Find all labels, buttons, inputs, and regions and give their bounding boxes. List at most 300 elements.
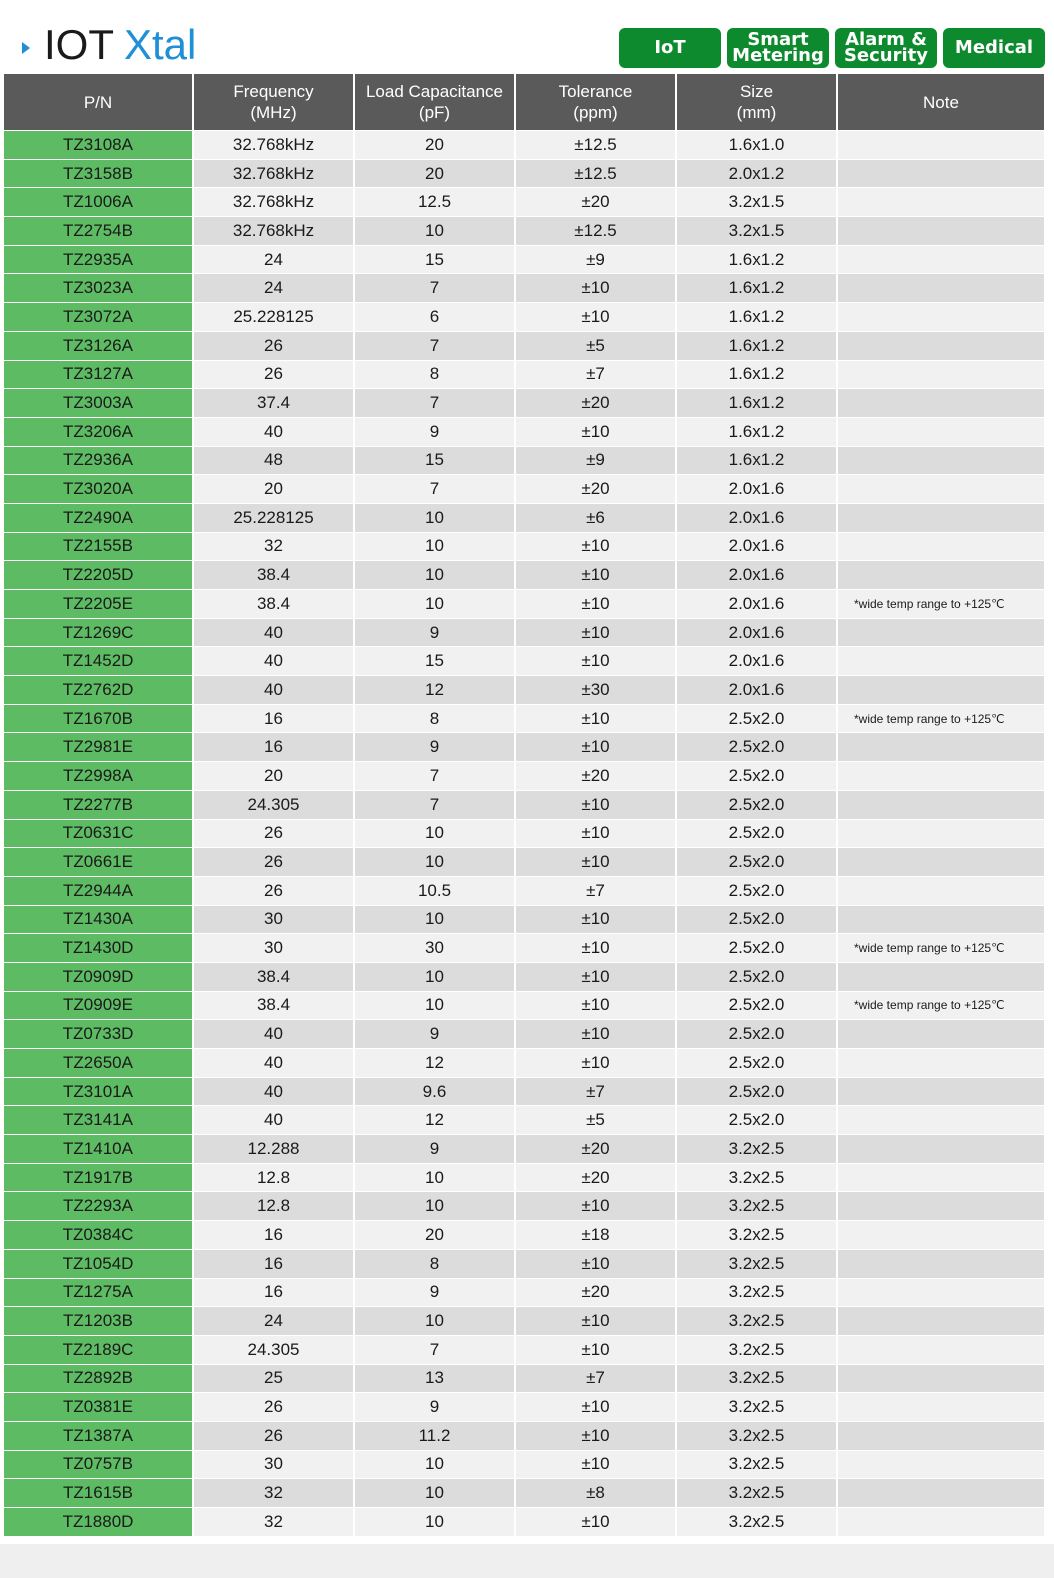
cell-tolerance: ±10 — [515, 1393, 676, 1422]
table-row — [4, 762, 1044, 791]
cell-frequency: 12.8 — [193, 1163, 354, 1192]
cell-note — [837, 417, 1044, 446]
table-row — [4, 303, 1044, 332]
cell-size: 3.2x2.5 — [676, 1278, 837, 1307]
cell-note — [837, 1249, 1044, 1278]
cell-frequency: 30 — [193, 934, 354, 963]
cell-size: 3.2x2.5 — [676, 1450, 837, 1479]
cell-size: 1.6x1.0 — [676, 131, 837, 160]
table-row — [4, 188, 1044, 217]
table-row — [4, 1450, 1044, 1479]
cell-tolerance: ±7 — [515, 360, 676, 389]
cell-frequency: 26 — [193, 1393, 354, 1422]
cell-frequency: 25 — [193, 1364, 354, 1393]
cell-size: 2.0x1.6 — [676, 475, 837, 504]
cell-size: 1.6x1.2 — [676, 389, 837, 418]
cell-load-capacitance: 6 — [354, 303, 515, 332]
table-row — [4, 1335, 1044, 1364]
cell-load-capacitance: 11.2 — [354, 1421, 515, 1450]
cell-frequency: 12.288 — [193, 1135, 354, 1164]
cell-frequency: 16 — [193, 1221, 354, 1250]
cell-tolerance: ±12.5 — [515, 131, 676, 160]
title-main: IOT — [44, 21, 114, 68]
cell-tolerance: ±20 — [515, 188, 676, 217]
col-header-tolerance: Tolerance (ppm) — [515, 74, 676, 131]
table-row — [4, 733, 1044, 762]
cell-note — [837, 446, 1044, 475]
cell-load-capacitance: 9.6 — [354, 1077, 515, 1106]
table-row — [4, 819, 1044, 848]
cell-tolerance: ±10 — [515, 905, 676, 934]
cell-frequency: 38.4 — [193, 962, 354, 991]
cell-pn: TZ2205E — [4, 590, 193, 619]
cell-load-capacitance: 10 — [354, 962, 515, 991]
cell-tolerance: ±10 — [515, 274, 676, 303]
cell-tolerance: ±10 — [515, 618, 676, 647]
table-row — [4, 446, 1044, 475]
cell-pn: TZ1006A — [4, 188, 193, 217]
table-row — [4, 1508, 1044, 1536]
cell-note — [837, 1307, 1044, 1336]
page-title — [22, 20, 196, 70]
cell-pn: TZ1917B — [4, 1163, 193, 1192]
cell-size: 1.6x1.2 — [676, 303, 837, 332]
cell-size: 3.2x2.5 — [676, 1421, 837, 1450]
cell-pn: TZ0631C — [4, 819, 193, 848]
cell-note — [837, 618, 1044, 647]
cell-tolerance: ±10 — [515, 1421, 676, 1450]
table-row — [4, 991, 1044, 1020]
cell-note — [837, 848, 1044, 877]
cell-size: 2.5x2.0 — [676, 905, 837, 934]
cell-pn: TZ2981E — [4, 733, 193, 762]
cell-load-capacitance: 12 — [354, 1049, 515, 1078]
cell-load-capacitance: 8 — [354, 1249, 515, 1278]
cell-load-capacitance: 15 — [354, 245, 515, 274]
cell-size: 2.5x2.0 — [676, 704, 837, 733]
cell-tolerance: ±10 — [515, 1335, 676, 1364]
cell-pn: TZ3141A — [4, 1106, 193, 1135]
cell-tolerance: ±20 — [515, 1278, 676, 1307]
table-row — [4, 1364, 1044, 1393]
cell-note — [837, 905, 1044, 934]
cell-size: 2.5x2.0 — [676, 962, 837, 991]
cell-tolerance: ±10 — [515, 991, 676, 1020]
table-row — [4, 1393, 1044, 1422]
cell-tolerance: ±10 — [515, 848, 676, 877]
cell-pn: TZ1880D — [4, 1508, 193, 1536]
cell-load-capacitance: 15 — [354, 647, 515, 676]
cell-size: 2.5x2.0 — [676, 819, 837, 848]
cell-pn: TZ0661E — [4, 848, 193, 877]
cell-load-capacitance: 10 — [354, 1307, 515, 1336]
cell-size: 2.0x1.6 — [676, 647, 837, 676]
cell-note — [837, 1049, 1044, 1078]
cell-note — [837, 389, 1044, 418]
cell-pn: TZ2936A — [4, 446, 193, 475]
cell-size: 3.2x2.5 — [676, 1364, 837, 1393]
application-tags — [619, 28, 1045, 68]
cell-note: *wide temp range to +125℃ — [837, 704, 1044, 733]
table-row — [4, 503, 1044, 532]
cell-size: 2.5x2.0 — [676, 848, 837, 877]
cell-frequency: 32 — [193, 1508, 354, 1536]
cell-load-capacitance: 7 — [354, 331, 515, 360]
cell-frequency: 24.305 — [193, 790, 354, 819]
cell-size: 2.0x1.6 — [676, 503, 837, 532]
cell-size: 1.6x1.2 — [676, 417, 837, 446]
table-row — [4, 1192, 1044, 1221]
cell-pn: TZ2762D — [4, 676, 193, 705]
cell-load-capacitance: 10 — [354, 991, 515, 1020]
cell-pn: TZ1410A — [4, 1135, 193, 1164]
cell-load-capacitance: 10 — [354, 1192, 515, 1221]
cell-load-capacitance: 9 — [354, 618, 515, 647]
cell-pn: TZ1615B — [4, 1479, 193, 1508]
cell-note — [837, 532, 1044, 561]
table-row — [4, 876, 1044, 905]
cell-note — [837, 159, 1044, 188]
cell-frequency: 40 — [193, 647, 354, 676]
cell-frequency: 26 — [193, 848, 354, 877]
cell-frequency: 32.768kHz — [193, 131, 354, 160]
cell-pn: TZ0909D — [4, 962, 193, 991]
cell-note — [837, 647, 1044, 676]
cell-note — [837, 188, 1044, 217]
cell-size: 3.2x2.5 — [676, 1221, 837, 1250]
cell-load-capacitance: 13 — [354, 1364, 515, 1393]
cell-tolerance: ±10 — [515, 1192, 676, 1221]
tag-alarm-security: Alarm & Security — [835, 28, 937, 68]
cell-size: 3.2x2.5 — [676, 1393, 837, 1422]
cell-load-capacitance: 12 — [354, 1106, 515, 1135]
cell-note — [837, 1192, 1044, 1221]
tag-iot: IoT — [619, 28, 721, 68]
cell-size: 2.5x2.0 — [676, 1106, 837, 1135]
cell-tolerance: ±18 — [515, 1221, 676, 1250]
cell-pn: TZ2650A — [4, 1049, 193, 1078]
table-row — [4, 934, 1044, 963]
cell-pn: TZ3003A — [4, 389, 193, 418]
cell-pn: TZ1203B — [4, 1307, 193, 1336]
cell-note: *wide temp range to +125℃ — [837, 991, 1044, 1020]
cell-load-capacitance: 10 — [354, 905, 515, 934]
cell-load-capacitance: 9 — [354, 1393, 515, 1422]
cell-load-capacitance: 7 — [354, 1335, 515, 1364]
cell-pn: TZ2277B — [4, 790, 193, 819]
cell-note — [837, 245, 1044, 274]
table-row — [4, 1020, 1044, 1049]
cell-note — [837, 1364, 1044, 1393]
cell-note — [837, 274, 1044, 303]
table-row — [4, 1278, 1044, 1307]
cell-note — [837, 303, 1044, 332]
cell-pn: TZ1670B — [4, 704, 193, 733]
cell-pn: TZ2205D — [4, 561, 193, 590]
cell-tolerance: ±8 — [515, 1479, 676, 1508]
table-row — [4, 532, 1044, 561]
cell-tolerance: ±7 — [515, 1364, 676, 1393]
cell-size: 3.2x2.5 — [676, 1192, 837, 1221]
cell-size: 2.0x1.6 — [676, 618, 837, 647]
cell-note — [837, 876, 1044, 905]
cell-size: 3.2x1.5 — [676, 217, 837, 246]
triangle-bullet-icon — [22, 42, 30, 54]
cell-tolerance: ±10 — [515, 647, 676, 676]
cell-size: 3.2x2.5 — [676, 1249, 837, 1278]
cell-note — [837, 475, 1044, 504]
cell-size: 1.6x1.2 — [676, 360, 837, 389]
cell-tolerance: ±10 — [515, 590, 676, 619]
cell-frequency: 26 — [193, 819, 354, 848]
cell-load-capacitance: 10 — [354, 1163, 515, 1192]
cell-frequency: 16 — [193, 1278, 354, 1307]
cell-tolerance: ±10 — [515, 704, 676, 733]
cell-note — [837, 1135, 1044, 1164]
cell-size: 2.0x1.6 — [676, 532, 837, 561]
cell-pn: TZ3023A — [4, 274, 193, 303]
cell-size: 3.2x2.5 — [676, 1135, 837, 1164]
cell-pn: TZ2155B — [4, 532, 193, 561]
cell-tolerance: ±10 — [515, 561, 676, 590]
cell-load-capacitance: 10 — [354, 590, 515, 619]
cell-size: 2.5x2.0 — [676, 876, 837, 905]
cell-note — [837, 819, 1044, 848]
cell-load-capacitance: 15 — [354, 446, 515, 475]
cell-note — [837, 1450, 1044, 1479]
cell-size: 3.2x2.5 — [676, 1479, 837, 1508]
cell-pn: TZ0384C — [4, 1221, 193, 1250]
cell-note — [837, 1020, 1044, 1049]
cell-load-capacitance: 8 — [354, 360, 515, 389]
cell-tolerance: ±10 — [515, 819, 676, 848]
cell-frequency: 40 — [193, 1020, 354, 1049]
cell-tolerance: ±10 — [515, 417, 676, 446]
cell-note — [837, 503, 1044, 532]
cell-tolerance: ±10 — [515, 1307, 676, 1336]
cell-note — [837, 1421, 1044, 1450]
cell-frequency: 24 — [193, 274, 354, 303]
table-row — [4, 1249, 1044, 1278]
cell-note — [837, 217, 1044, 246]
table-row — [4, 704, 1044, 733]
cell-frequency: 20 — [193, 762, 354, 791]
cell-tolerance: ±20 — [515, 1163, 676, 1192]
cell-size: 2.5x2.0 — [676, 762, 837, 791]
cell-load-capacitance: 10 — [354, 1479, 515, 1508]
table-row — [4, 1049, 1044, 1078]
cell-load-capacitance: 30 — [354, 934, 515, 963]
cell-frequency: 40 — [193, 1106, 354, 1135]
cell-frequency: 24 — [193, 1307, 354, 1336]
table-row — [4, 389, 1044, 418]
tag-smart-metering: Smart Metering — [727, 28, 829, 68]
cell-pn: TZ3108A — [4, 131, 193, 160]
table-row — [4, 1135, 1044, 1164]
cell-size: 3.2x1.5 — [676, 188, 837, 217]
col-header-note: Note — [837, 74, 1044, 131]
table-row — [4, 561, 1044, 590]
cell-size: 2.5x2.0 — [676, 733, 837, 762]
cell-frequency: 30 — [193, 1450, 354, 1479]
cell-note: *wide temp range to +125℃ — [837, 590, 1044, 619]
cell-size: 1.6x1.2 — [676, 274, 837, 303]
cell-pn: TZ0757B — [4, 1450, 193, 1479]
cell-tolerance: ±12.5 — [515, 159, 676, 188]
cell-pn: TZ1275A — [4, 1278, 193, 1307]
cell-tolerance: ±10 — [515, 733, 676, 762]
cell-pn: TZ2935A — [4, 245, 193, 274]
cell-note — [837, 331, 1044, 360]
cell-size: 2.5x2.0 — [676, 991, 837, 1020]
cell-frequency: 40 — [193, 618, 354, 647]
cell-size: 2.0x1.2 — [676, 159, 837, 188]
cell-note — [837, 1077, 1044, 1106]
table-row — [4, 1077, 1044, 1106]
cell-tolerance: ±10 — [515, 1249, 676, 1278]
cell-load-capacitance: 9 — [354, 417, 515, 446]
table-row — [4, 159, 1044, 188]
cell-tolerance: ±30 — [515, 676, 676, 705]
cell-load-capacitance: 9 — [354, 1020, 515, 1049]
cell-size: 1.6x1.2 — [676, 446, 837, 475]
cell-tolerance: ±9 — [515, 245, 676, 274]
table-row — [4, 905, 1044, 934]
page-header — [0, 0, 1054, 74]
cell-tolerance: ±20 — [515, 475, 676, 504]
cell-note — [837, 962, 1044, 991]
cell-tolerance: ±10 — [515, 1508, 676, 1536]
table-row — [4, 962, 1044, 991]
cell-pn: TZ3020A — [4, 475, 193, 504]
cell-size: 3.2x2.5 — [676, 1508, 837, 1536]
col-header-load-capacitance: Load Capacitance (pF) — [354, 74, 515, 131]
cell-size: 3.2x2.5 — [676, 1335, 837, 1364]
cell-load-capacitance: 9 — [354, 1135, 515, 1164]
cell-tolerance: ±5 — [515, 331, 676, 360]
cell-load-capacitance: 10 — [354, 503, 515, 532]
cell-load-capacitance: 12.5 — [354, 188, 515, 217]
cell-tolerance: ±10 — [515, 1450, 676, 1479]
cell-size: 1.6x1.2 — [676, 331, 837, 360]
cell-note: *wide temp range to +125℃ — [837, 934, 1044, 963]
cell-size: 3.2x2.5 — [676, 1307, 837, 1336]
cell-pn: TZ1387A — [4, 1421, 193, 1450]
spec-table — [4, 74, 1044, 1536]
cell-frequency: 32 — [193, 1479, 354, 1508]
cell-frequency: 25.228125 — [193, 503, 354, 532]
col-header-frequency: Frequency (MHz) — [193, 74, 354, 131]
cell-frequency: 38.4 — [193, 561, 354, 590]
cell-pn: TZ0381E — [4, 1393, 193, 1422]
cell-tolerance: ±6 — [515, 503, 676, 532]
cell-pn: TZ3127A — [4, 360, 193, 389]
cell-frequency: 37.4 — [193, 389, 354, 418]
cell-size: 2.0x1.6 — [676, 676, 837, 705]
cell-note — [837, 1106, 1044, 1135]
cell-frequency: 32.768kHz — [193, 159, 354, 188]
cell-frequency: 32.768kHz — [193, 217, 354, 246]
cell-pn: TZ1452D — [4, 647, 193, 676]
cell-pn: TZ3072A — [4, 303, 193, 332]
cell-size: 2.5x2.0 — [676, 1077, 837, 1106]
cell-frequency: 16 — [193, 733, 354, 762]
cell-frequency: 38.4 — [193, 991, 354, 1020]
cell-load-capacitance: 8 — [354, 704, 515, 733]
table-row — [4, 1307, 1044, 1336]
cell-load-capacitance: 7 — [354, 762, 515, 791]
cell-frequency: 25.228125 — [193, 303, 354, 332]
table-row — [4, 618, 1044, 647]
cell-note — [837, 1163, 1044, 1192]
cell-size: 2.5x2.0 — [676, 1049, 837, 1078]
cell-size: 2.5x2.0 — [676, 934, 837, 963]
table-row — [4, 131, 1044, 160]
table-row — [4, 360, 1044, 389]
cell-load-capacitance: 20 — [354, 131, 515, 160]
cell-note — [837, 1221, 1044, 1250]
cell-pn: TZ2998A — [4, 762, 193, 791]
table-header-row — [4, 74, 1044, 131]
cell-pn: TZ2754B — [4, 217, 193, 246]
table-body — [4, 131, 1044, 1536]
cell-pn: TZ1430A — [4, 905, 193, 934]
cell-note — [837, 1508, 1044, 1536]
cell-note — [837, 1479, 1044, 1508]
cell-pn: TZ3126A — [4, 331, 193, 360]
cell-load-capacitance: 10 — [354, 848, 515, 877]
table-row — [4, 417, 1044, 446]
cell-tolerance: ±10 — [515, 790, 676, 819]
cell-load-capacitance: 10 — [354, 1508, 515, 1536]
cell-load-capacitance: 20 — [354, 1221, 515, 1250]
cell-pn: TZ1430D — [4, 934, 193, 963]
cell-frequency: 40 — [193, 1077, 354, 1106]
cell-tolerance: ±10 — [515, 1020, 676, 1049]
cell-tolerance: ±10 — [515, 303, 676, 332]
col-header-size: Size (mm) — [676, 74, 837, 131]
cell-load-capacitance: 10 — [354, 561, 515, 590]
cell-note — [837, 360, 1044, 389]
cell-size: 3.2x2.5 — [676, 1163, 837, 1192]
table-row — [4, 590, 1044, 619]
cell-frequency: 24.305 — [193, 1335, 354, 1364]
cell-load-capacitance: 10.5 — [354, 876, 515, 905]
cell-pn: TZ0733D — [4, 1020, 193, 1049]
cell-tolerance: ±10 — [515, 532, 676, 561]
table-row — [4, 1479, 1044, 1508]
cell-tolerance: ±7 — [515, 1077, 676, 1106]
cell-pn: TZ2293A — [4, 1192, 193, 1221]
cell-tolerance: ±20 — [515, 389, 676, 418]
cell-frequency: 12.8 — [193, 1192, 354, 1221]
cell-pn: TZ3101A — [4, 1077, 193, 1106]
cell-frequency: 38.4 — [193, 590, 354, 619]
cell-load-capacitance: 10 — [354, 819, 515, 848]
cell-tolerance: ±10 — [515, 1049, 676, 1078]
cell-load-capacitance: 7 — [354, 389, 515, 418]
table-row — [4, 245, 1044, 274]
footer-band — [0, 1544, 1054, 1578]
cell-note — [837, 676, 1044, 705]
cell-pn: TZ2490A — [4, 503, 193, 532]
cell-pn: TZ2189C — [4, 1335, 193, 1364]
cell-pn: TZ3158B — [4, 159, 193, 188]
cell-pn: TZ1054D — [4, 1249, 193, 1278]
cell-tolerance: ±10 — [515, 934, 676, 963]
cell-frequency: 26 — [193, 331, 354, 360]
cell-pn: TZ1269C — [4, 618, 193, 647]
